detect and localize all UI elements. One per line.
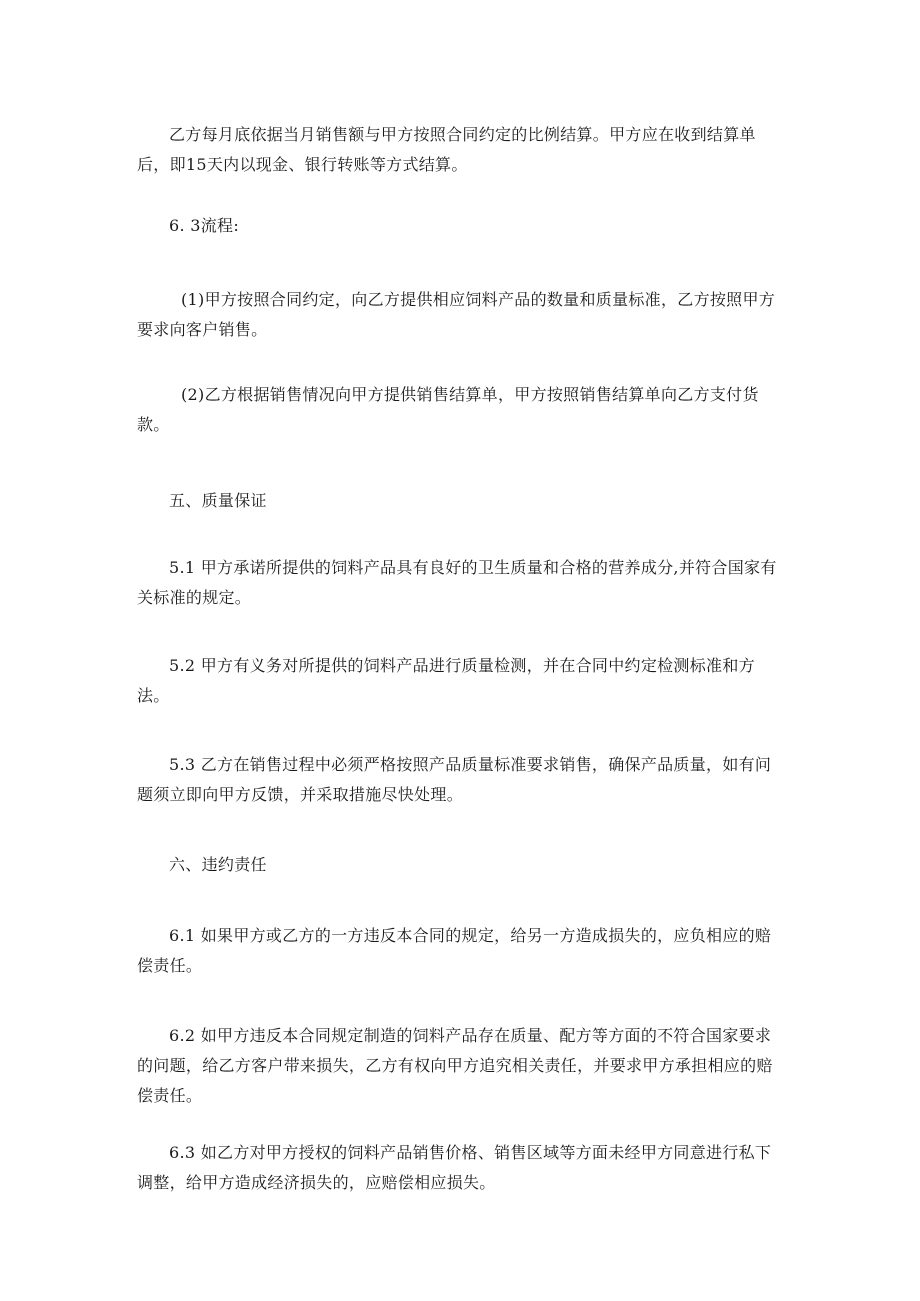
paragraph-settlement: 乙方每月底依据当月销售额与甲方按照合同约定的比例结算。甲方应在收到结算单后，即15天内以现金、银行转账等方式结算。	[137, 125, 756, 174]
paragraph-6-1: 6.1 如果甲方或乙方的一方违反本合同的规定，给另一方造成损失的，应负相应的赔偿责任。	[137, 926, 772, 975]
paragraph-5-2: 5.2 甲方有义务对所提供的饲料产品进行质量检测，并在合同中约定检测标准和方法。	[137, 656, 755, 705]
paragraph-process-step-1: (1)甲方按照合同约定，向乙方提供相应饲料产品的数量和质量标准，乙方按照甲方要求向客户销售。	[137, 290, 776, 339]
paragraph-5-1: 5.1 甲方承诺所提供的饲料产品具有良好的卫生质量和合格的营养成分,并符合国家有关标准的规定。	[137, 558, 777, 607]
section-heading-breach: 六、违约责任	[169, 855, 267, 874]
paragraph-6-2: 6.2 如甲方违反本合同规定制造的饲料产品存在质量、配方等方面的不符合国家要求的问题，给乙方客户带来损失，乙方有权向甲方追究相关责任，并要求甲方承担相应的赔偿责任。	[137, 1026, 773, 1105]
section-heading-6-3-process: 6. 3流程:	[169, 216, 240, 235]
section-heading-quality: 五、质量保证	[169, 491, 267, 510]
paragraph-5-3: 5.3 乙方在销售过程中必须严格按照产品质量标准要求销售，确保产品质量，如有问题须立即向甲方反馈，并采取措施尽快处理。	[137, 755, 772, 804]
paragraph-process-step-2: (2)乙方根据销售情况向甲方提供销售结算单，甲方按照销售结算单向乙方支付货款。	[137, 385, 759, 434]
paragraph-6-3: 6.3 如乙方对甲方授权的饲料产品销售价格、销售区域等方面未经甲方同意进行私下调整，给甲方造成经济损失的，应赔偿相应损失。	[137, 1143, 772, 1192]
